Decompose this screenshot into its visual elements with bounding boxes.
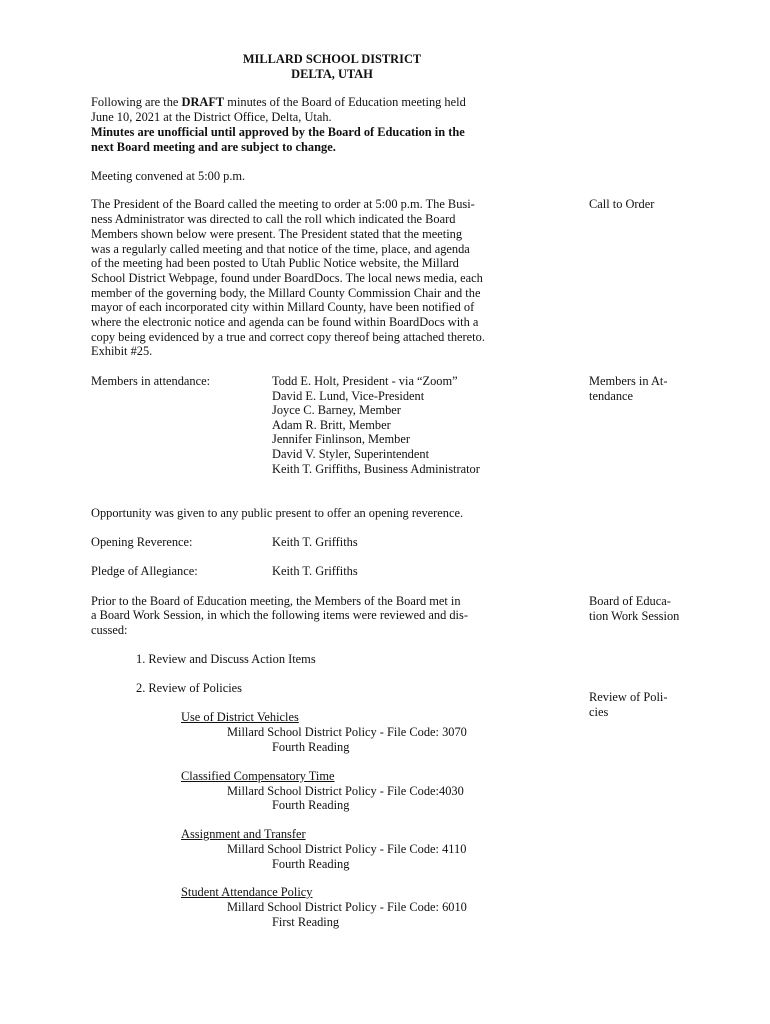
- policy-title: Student Attendance Policy: [181, 885, 313, 899]
- draft-label: DRAFT: [181, 95, 225, 109]
- policy-code: Millard School District Policy - File Code: 3070: [227, 725, 467, 739]
- work-session-line: Prior to the Board of Education meeting, the Members of the Board met in: [91, 594, 461, 608]
- policy-code: Millard School District Policy - File Code:4030: [227, 784, 464, 798]
- list-item: 1. Review and Discuss Action Items: [136, 652, 316, 666]
- call-to-order-line: member of the governing body, the Millard County Commission Chair and the: [91, 286, 481, 300]
- member-name: Keith T. Griffiths, Business Administrator: [272, 462, 480, 476]
- intro-line-2: June 10, 2021 at the District Office, Delta, Utah.: [91, 110, 332, 124]
- policy-title: Assignment and Transfer: [181, 827, 306, 841]
- member-name: Jennifer Finlinson, Member: [272, 432, 410, 446]
- member-name: Adam R. Britt, Member: [272, 418, 391, 432]
- unofficial-notice-2: next Board meeting and are subject to change.: [91, 140, 336, 154]
- policy-reading: Fourth Reading: [272, 740, 350, 754]
- side-heading-work-session-1: Board of Educa-: [589, 594, 671, 608]
- attendance-label: Members in attendance:: [91, 374, 211, 388]
- opening-reverence-label: Opening Reverence:: [91, 535, 193, 549]
- policy-code: Millard School District Policy - File Code: 4110: [227, 842, 467, 856]
- call-to-order-line: was a regularly called meeting and that notice of the time, place, and agenda: [91, 242, 470, 256]
- side-heading-call-to-order: Call to Order: [589, 197, 655, 211]
- call-to-order-line: School District Webpage, found under BoardDocs. The local news media, each: [91, 271, 483, 285]
- call-to-order-line: Exhibit #25.: [91, 344, 153, 358]
- policy-reading: First Reading: [272, 915, 340, 929]
- policy-title: Use of District Vehicles: [181, 710, 299, 724]
- policy-title: Classified Compensatory Time: [181, 769, 335, 783]
- member-name: David V. Styler, Superintendent: [272, 447, 430, 461]
- policy-code: Millard School District Policy - File Code: 6010: [227, 900, 467, 914]
- district-location: DELTA, UTAH: [291, 67, 373, 81]
- call-to-order-line: ness Administrator was directed to call the roll which indicated the Board: [91, 212, 456, 226]
- district-title: MILLARD SCHOOL DISTRICT: [242, 52, 422, 66]
- work-session-line: a Board Work Session, in which the following items were reviewed and dis-: [91, 608, 468, 622]
- side-heading-policies-2: cies: [589, 705, 609, 719]
- call-to-order-line: Members shown below were present. The President stated that the meeting: [91, 227, 463, 241]
- member-name: Joyce C. Barney, Member: [272, 403, 401, 417]
- member-name: David E. Lund, Vice-President: [272, 389, 425, 403]
- pledge-value: Keith T. Griffiths: [272, 564, 358, 578]
- side-heading-work-session-2: tion Work Session: [589, 609, 680, 623]
- intro-line-1: Following are the DRAFT minutes of the Board of Education meeting held: [91, 95, 466, 109]
- side-heading-policies-1: Review of Poli-: [589, 690, 668, 704]
- work-session-line: cussed:: [91, 623, 128, 637]
- policy-reading: Fourth Reading: [272, 798, 350, 812]
- call-to-order-line: of the meeting had been posted to Utah Public Notice website, the Millard: [91, 256, 459, 270]
- call-to-order-line: copy being evidenced by a true and correct copy thereof being attached thereto.: [91, 330, 485, 344]
- call-to-order-line: The President of the Board called the meeting to order at 5:00 p.m. The Busi-: [91, 197, 475, 211]
- reverence-intro: Opportunity was given to any public present to offer an opening reverence.: [91, 506, 464, 520]
- list-item: 2. Review of Policies: [136, 681, 242, 695]
- side-heading-attendance-1: Members in At-: [589, 374, 668, 388]
- policy-reading: Fourth Reading: [272, 857, 350, 871]
- side-heading-attendance-2: tendance: [589, 389, 634, 403]
- meeting-convened: Meeting convened at 5:00 p.m.: [91, 169, 246, 183]
- call-to-order-line: mayor of each incorporated city within Millard County, have been notified of: [91, 300, 475, 314]
- pledge-label: Pledge of Allegiance:: [91, 564, 198, 578]
- unofficial-notice-1: Minutes are unofficial until approved by the Board of Education in the: [91, 125, 465, 139]
- member-name: Todd E. Holt, President - via “Zoom”: [272, 374, 458, 388]
- call-to-order-line: where the electronic notice and agenda can be found within BoardDocs with a: [91, 315, 479, 329]
- opening-reverence-value: Keith T. Griffiths: [272, 535, 358, 549]
